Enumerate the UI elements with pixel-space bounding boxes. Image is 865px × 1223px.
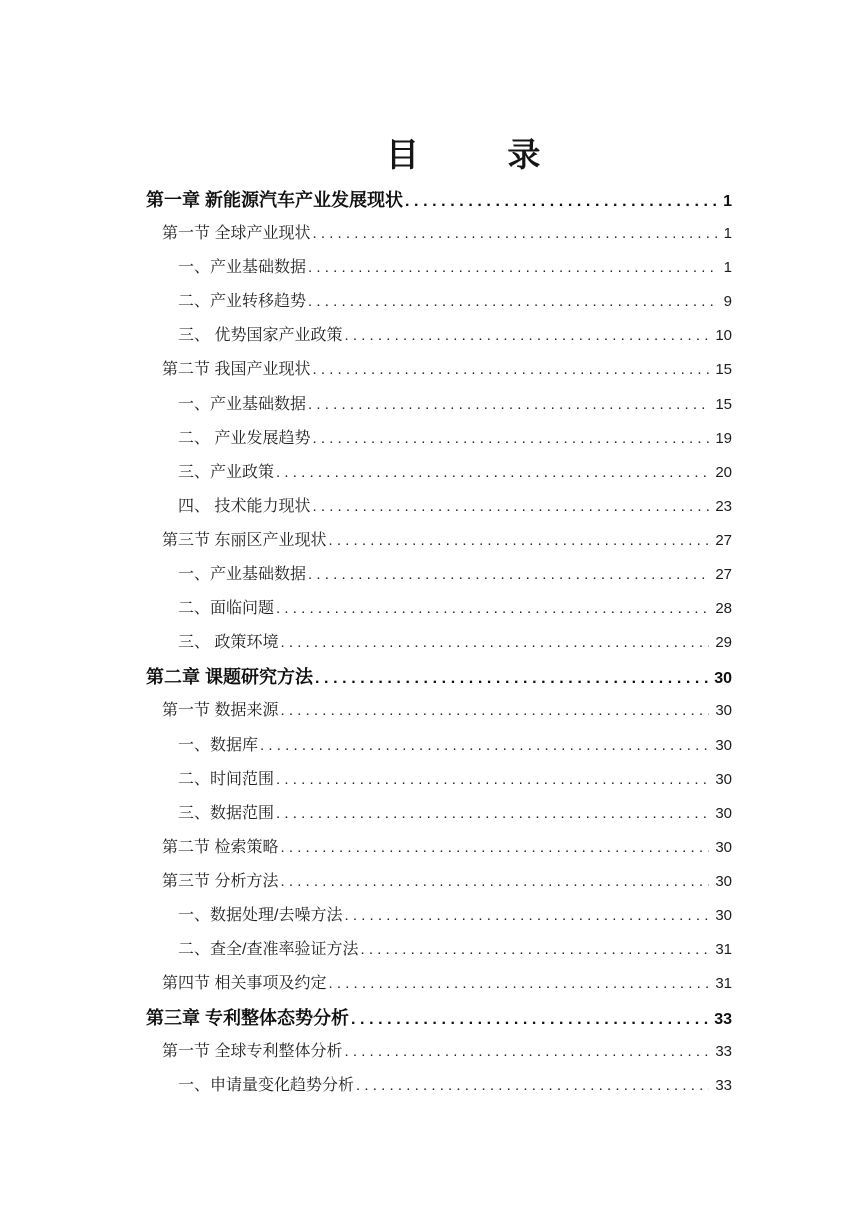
toc-entry	[146, 251, 732, 285]
toc-entry-page: 28	[715, 600, 732, 618]
toc-entry-label: 三、 政策环境	[178, 634, 279, 652]
toc-entry	[146, 865, 732, 899]
toc-entry-page: 29	[715, 634, 732, 652]
toc-dot-leader	[312, 217, 717, 251]
toc-entry-page: 10	[715, 327, 732, 345]
toc-entry-page: 33	[715, 1043, 732, 1061]
toc-entry	[146, 797, 732, 831]
toc-dot-leader	[276, 456, 709, 490]
toc-entry-page: 30	[714, 670, 732, 688]
toc-entry-label: 一、申请量变化趋势分析	[178, 1077, 355, 1095]
toc-dot-leader	[308, 285, 718, 319]
toc-entry-page: 9	[723, 293, 732, 311]
toc-entry-label: 一、产业基础数据	[178, 566, 307, 584]
toc-entry	[146, 524, 732, 558]
toc-dot-leader	[351, 1001, 708, 1037]
toc-entry-page: 15	[715, 361, 732, 379]
toc-entry-label: 四、 技术能力现状	[178, 497, 311, 515]
toc-entry	[146, 763, 732, 797]
toc-dot-leader	[276, 592, 709, 626]
toc-entry	[146, 1069, 732, 1103]
toc-dot-leader	[280, 831, 709, 865]
toc-entry	[146, 899, 732, 933]
toc-entry-label: 三、产业政策	[178, 463, 275, 481]
toc-entry	[146, 422, 732, 456]
toc-entry-page: 33	[714, 1011, 732, 1029]
toc-dot-leader	[344, 1035, 709, 1069]
toc-entry-page: 1	[723, 259, 732, 277]
toc-entry	[146, 1001, 732, 1035]
toc-entry-page: 30	[715, 906, 732, 924]
toc-entry	[146, 831, 732, 865]
toc-entry-label: 第三章 专利整体态势分析	[146, 1008, 349, 1029]
toc-entry-label: 一、产业基础数据	[178, 259, 307, 277]
page-title: 目 录	[386, 136, 541, 173]
toc-entry	[146, 353, 732, 387]
toc-entry-page: 27	[715, 531, 732, 549]
toc-dot-leader	[405, 183, 717, 219]
toc-entry-label: 第二章 课题研究方法	[146, 667, 314, 688]
toc-entry	[146, 626, 732, 660]
toc-entry-page: 1	[723, 193, 732, 210]
toc-entry-label: 第二节 检索策略	[162, 838, 279, 856]
toc-dot-leader	[276, 763, 709, 797]
toc-entry-page: 30	[715, 872, 732, 890]
toc-dot-leader	[360, 933, 709, 967]
toc-entry-page: 23	[715, 497, 732, 515]
toc-entry-page: 30	[715, 736, 732, 754]
toc-entry	[146, 319, 732, 353]
toc-entry-label: 二、产业转移趋势	[178, 293, 307, 311]
toc-entry-page: 20	[715, 463, 732, 481]
toc-entry	[146, 660, 732, 694]
toc-dot-leader	[308, 558, 709, 592]
toc-entry-page: 33	[715, 1077, 732, 1095]
toc-dot-leader	[308, 388, 709, 422]
toc-entry-page: 30	[715, 804, 732, 822]
toc-entry-label: 第一节 全球专利整体分析	[162, 1043, 343, 1061]
toc-entry-page: 31	[715, 941, 732, 959]
toc-dot-leader	[312, 422, 709, 456]
toc-entry-label: 一、数据处理/去噪方法	[178, 906, 343, 924]
toc-entry	[146, 388, 732, 422]
toc-entry-label: 二、时间范围	[178, 770, 275, 788]
toc-entry-page: 30	[715, 702, 732, 720]
toc-dot-leader	[260, 729, 709, 763]
toc-entry-label: 第三节 东丽区产业现状	[162, 531, 327, 549]
toc-entry	[146, 729, 732, 763]
toc-entry	[146, 694, 732, 728]
toc-entry-page: 27	[715, 566, 732, 584]
toc-dot-leader	[280, 626, 709, 660]
toc-dot-leader	[344, 319, 709, 353]
toc-entry-page: 31	[715, 975, 732, 993]
toc-entry-label: 二、查全/查准率验证方法	[178, 941, 359, 959]
toc-entry-page: 1	[723, 225, 732, 243]
toc-entry-label: 第一章 新能源汽车产业发展现状	[146, 190, 403, 210]
toc-dot-leader	[315, 660, 708, 696]
toc-entry-label: 第一节 数据来源	[162, 702, 279, 720]
toc-entry	[146, 558, 732, 592]
toc-entry	[146, 490, 732, 524]
toc-entry-label: 第二节 我国产业现状	[162, 361, 311, 379]
toc-entry-label: 第一节 全球产业现状	[162, 225, 311, 243]
toc-entry-label: 第四节 相关事项及约定	[162, 975, 327, 993]
toc-dot-leader	[280, 694, 709, 728]
toc-entry	[146, 933, 732, 967]
toc-entry-label: 一、产业基础数据	[178, 395, 307, 413]
toc-dot-leader	[276, 797, 709, 831]
toc-entry-label: 三、 优势国家产业政策	[178, 327, 343, 345]
toc-entry	[146, 967, 732, 1001]
toc-dot-leader	[312, 490, 709, 524]
toc-dot-leader	[312, 353, 709, 387]
toc-entry	[146, 217, 732, 251]
toc-entry-label: 三、数据范围	[178, 804, 275, 822]
toc-dot-leader	[328, 524, 709, 558]
toc-entry-label: 二、 产业发展趋势	[178, 429, 311, 447]
toc-entry	[146, 1035, 732, 1069]
toc-dot-leader	[328, 967, 709, 1001]
toc-entry	[146, 456, 732, 490]
toc-entry	[146, 183, 732, 217]
toc-entry	[146, 285, 732, 319]
toc-entry-page: 19	[715, 429, 732, 447]
toc-entry-label: 第三节 分析方法	[162, 872, 279, 890]
toc-entry	[146, 592, 732, 626]
toc-dot-leader	[356, 1069, 709, 1103]
toc-list	[146, 183, 732, 1104]
toc-entry-label: 一、数据库	[178, 736, 259, 754]
toc-entry-page: 30	[715, 770, 732, 788]
toc-dot-leader	[280, 865, 709, 899]
toc-dot-leader	[308, 251, 718, 285]
toc-entry-page: 15	[715, 395, 732, 413]
toc-dot-leader	[344, 899, 709, 933]
toc-entry-label: 二、面临问题	[178, 600, 275, 618]
toc-entry-page: 30	[715, 838, 732, 856]
